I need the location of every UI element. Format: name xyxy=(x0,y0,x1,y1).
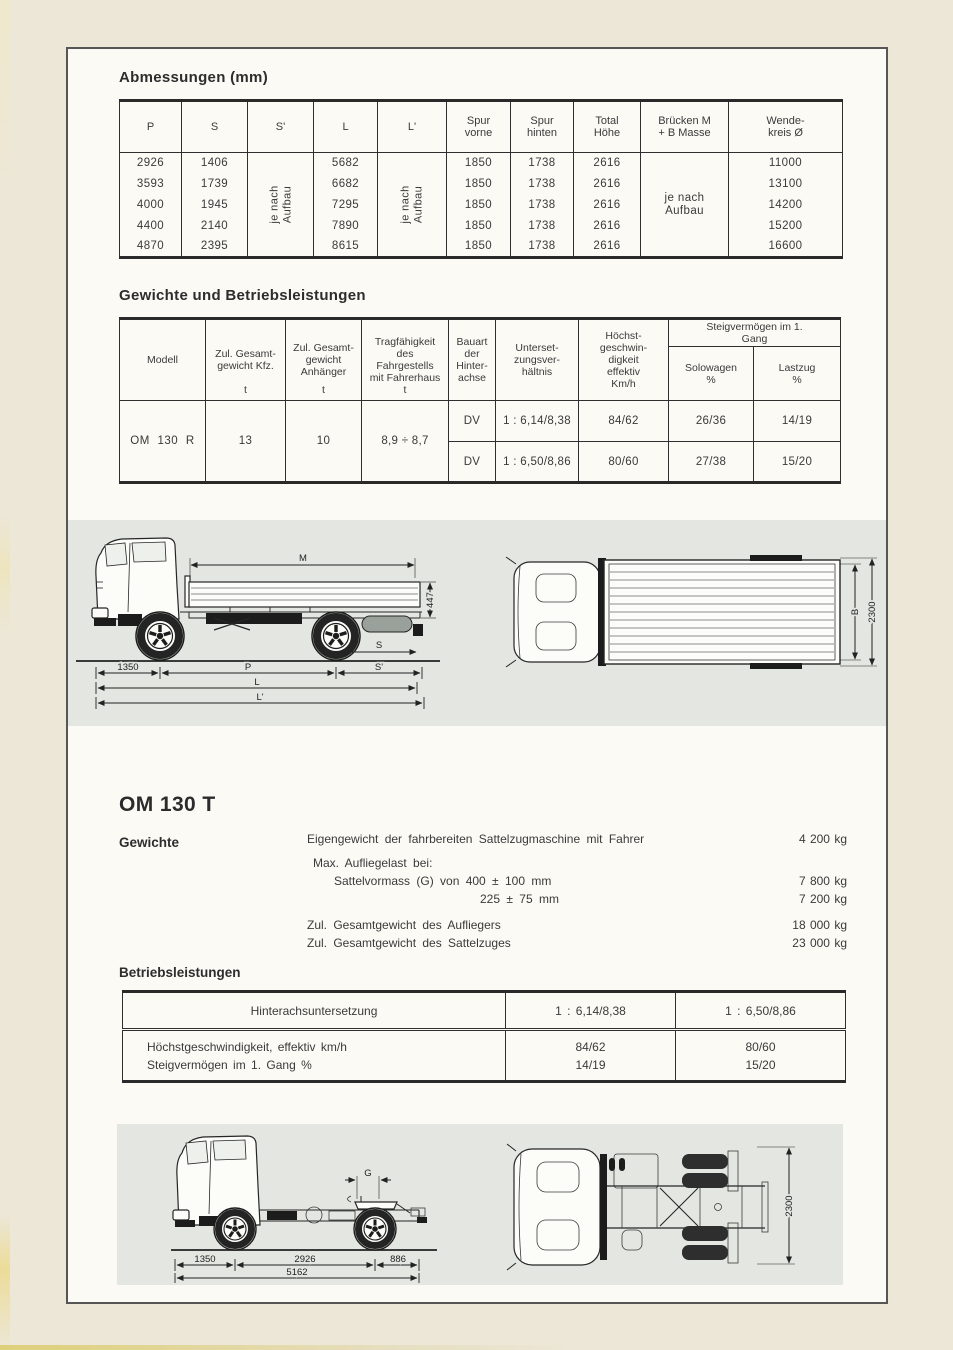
performance-header-row xyxy=(123,992,846,1030)
tractor-top-view xyxy=(507,1144,795,1270)
dim-label-5162: 5162 xyxy=(286,1267,308,1278)
weight-line xyxy=(307,892,847,907)
dim-label-447: 447 xyxy=(425,592,436,608)
dimensions-row xyxy=(120,174,843,195)
drawing-band-tractor xyxy=(117,1124,843,1285)
cell-gesamtgewicht-kfz: 13 xyxy=(206,401,286,483)
section-title-abmessungen: Abmessungen (mm) xyxy=(119,69,268,86)
cell-lastzug: 14/19 xyxy=(754,401,841,442)
page-frame xyxy=(66,47,888,1304)
cell-s-prime-note: je nach Aufbau xyxy=(248,153,314,258)
dimensions-row xyxy=(120,216,843,237)
dim-label-s-prime: S' xyxy=(374,662,384,673)
row-value: 14/19 xyxy=(506,1056,676,1082)
weight-label: Zul. Gesamtgewicht des Aufliegers xyxy=(307,918,501,932)
weight-value: 18 000 kg xyxy=(792,918,847,932)
cell-spur-vorne: 1850 xyxy=(447,153,511,174)
front-wheel xyxy=(136,612,184,660)
weight-label: Sattelvormass (G) von 400 ± 100 mm xyxy=(334,874,552,888)
flatbed-technical-drawing xyxy=(68,520,886,726)
unit-t: t xyxy=(403,384,407,396)
scan-edge-bottom-tint xyxy=(0,1345,572,1350)
cell-total-hoehe: 2616 xyxy=(574,195,641,216)
col-header-spur-vorne: Spur vorne xyxy=(447,101,511,153)
dim-label-2300: 2300 xyxy=(867,601,878,623)
cell-wendekreis: 15200 xyxy=(729,216,843,237)
rear-wheel xyxy=(354,1208,396,1250)
cell-s: 1945 xyxy=(182,195,248,216)
cell-l: 8615 xyxy=(314,237,378,258)
weight-value: 7 800 kg xyxy=(798,874,847,888)
cell-untersetzung: 1 : 6,14/8,38 xyxy=(496,401,579,442)
om130t-weights-block xyxy=(307,832,847,951)
cell-spur-hinten: 1738 xyxy=(511,237,574,258)
weight-line xyxy=(307,918,847,933)
cell-l: 6682 xyxy=(314,174,378,195)
cell-l: 7890 xyxy=(314,216,378,237)
unit-t: t xyxy=(322,384,325,396)
row-label: Steigvermögen im 1. Gang % xyxy=(123,1056,506,1082)
cell-spur-vorne: 1850 xyxy=(447,195,511,216)
dim-label-m: M xyxy=(299,553,307,564)
dimensions-row xyxy=(120,237,843,258)
dimensions-row xyxy=(120,195,843,216)
cell-bruecken-note: je nach Aufbau xyxy=(641,153,729,258)
cell-hoechstgeschwindigkeit: 80/60 xyxy=(579,442,669,483)
performance-row xyxy=(123,1030,846,1056)
section-title-gewichte-betriebsleistungen: Gewichte und Betriebsleistungen xyxy=(119,287,366,304)
weight-label: 225 ± 75 mm xyxy=(480,892,559,906)
row-value: 80/60 xyxy=(676,1030,846,1056)
dim-label-l-prime: L' xyxy=(256,692,264,703)
cell-p: 4870 xyxy=(120,237,182,258)
row-label: Höchstgeschwindigkeit, effektiv km/h xyxy=(123,1030,506,1056)
col-header-lastzug: Lastzug % xyxy=(754,347,841,401)
dimensions-row xyxy=(120,153,843,174)
flatbed-top-view xyxy=(506,555,878,669)
col-header-bruecken: Brücken M + B Masse xyxy=(641,101,729,153)
header-ratio-2: 1 : 6,50/8,86 xyxy=(676,992,846,1030)
col-header-s: S xyxy=(182,101,248,153)
cell-p: 3593 xyxy=(120,174,182,195)
cell-l: 5682 xyxy=(314,153,378,174)
col-header-wendekreis: Wende-kreis Ø xyxy=(729,101,843,153)
dim-label-886: 886 xyxy=(390,1254,406,1265)
cell-l-prime-note: je nach Aufbau xyxy=(378,153,447,258)
cell-bauart: DV xyxy=(449,401,496,442)
row-value: 84/62 xyxy=(506,1030,676,1056)
cell-s: 2140 xyxy=(182,216,248,237)
weight-line xyxy=(307,936,847,951)
col-header-spur-hinten: Spur hinten xyxy=(511,101,574,153)
cell-total-hoehe: 2616 xyxy=(574,174,641,195)
cell-bauart: DV xyxy=(449,442,496,483)
weights-data-row-variant-1 xyxy=(120,401,841,442)
col-header-hoechstgeschwindigkeit: Höchst-geschwin-digkeit effektiv Km/h xyxy=(579,319,669,401)
cell-p: 4400 xyxy=(120,216,182,237)
dimensions-header-row xyxy=(120,101,843,153)
col-header-total-hoehe: Total Höhe xyxy=(574,101,641,153)
cell-wendekreis: 11000 xyxy=(729,153,843,174)
dim-label-1350: 1350 xyxy=(117,662,139,673)
performance-table xyxy=(122,990,846,1083)
scan-edge-tint xyxy=(0,0,10,1350)
header-ratio-1: 1 : 6,14/8,38 xyxy=(506,992,676,1030)
cell-solowagen: 26/36 xyxy=(669,401,754,442)
dim-label-l: L xyxy=(254,677,260,688)
weight-value: 4 200 kg xyxy=(798,832,847,846)
tractor-technical-drawing xyxy=(117,1124,843,1285)
weight-value: 23 000 kg xyxy=(792,936,847,950)
row-value: 15/20 xyxy=(676,1056,846,1082)
dim-label-p: P xyxy=(244,662,252,673)
dim-label-s: S xyxy=(375,640,383,651)
dim-label-2926: 2926 xyxy=(294,1254,316,1265)
performance-row xyxy=(123,1056,846,1082)
cell-spur-vorne: 1850 xyxy=(447,216,511,237)
cell-spur-hinten: 1738 xyxy=(511,216,574,237)
cell-lastzug: 15/20 xyxy=(754,442,841,483)
weight-value: 7 200 kg xyxy=(798,892,847,906)
drawing-band-flatbed xyxy=(68,520,886,726)
cell-spur-hinten: 1738 xyxy=(511,153,574,174)
weight-line xyxy=(307,832,847,847)
unit-percent: % xyxy=(706,373,716,386)
cell-s: 1739 xyxy=(182,174,248,195)
cell-wendekreis: 14200 xyxy=(729,195,843,216)
col-header-tragfaehigkeit: Tragfähigkeit des Fahrgestells mit Fahrerhaus t xyxy=(362,319,449,401)
unit-percent: % xyxy=(792,373,802,386)
flatbed-side-view xyxy=(76,538,440,709)
col-header-solowagen: Solowagen % xyxy=(669,347,754,401)
cell-l: 7295 xyxy=(314,195,378,216)
front-wheel xyxy=(214,1208,256,1250)
col-header-l: L xyxy=(314,101,378,153)
dim-label-g: G xyxy=(364,1168,372,1179)
dim-label-1350: 1350 xyxy=(194,1254,216,1265)
betriebsleistungen-label: Betriebsleistungen xyxy=(119,965,241,980)
model-title-om130t: OM 130 T xyxy=(119,793,216,816)
cell-solowagen: 27/38 xyxy=(669,442,754,483)
cell-tragfaehigkeit: 8,9 ÷ 8,7 xyxy=(362,401,449,483)
tractor-side-view xyxy=(171,1136,437,1283)
weights-header-row-1 xyxy=(120,319,841,347)
weight-label: Max. Aufliegelast bei: xyxy=(313,856,433,870)
cell-hoechstgeschwindigkeit: 84/62 xyxy=(579,401,669,442)
header-hinterachsuntersetzung: Hinterachsuntersetzung xyxy=(123,992,506,1030)
cell-untersetzung: 1 : 6,50/8,86 xyxy=(496,442,579,483)
cell-spur-hinten: 1738 xyxy=(511,195,574,216)
cell-spur-vorne: 1850 xyxy=(447,174,511,195)
gewichte-label: Gewichte xyxy=(119,835,180,850)
weight-label: Eigengewicht der fahrbereiten Sattelzugmaschine mit Fahrer xyxy=(307,832,645,846)
col-header-bauart: Bauart der Hinter-achse xyxy=(449,319,496,401)
cell-spur-vorne: 1850 xyxy=(447,237,511,258)
col-header-gesamtgewicht-anhaenger: Zul. Gesamt-gewicht Anhänger t xyxy=(286,319,362,401)
cell-gesamtgewicht-anhaenger: 10 xyxy=(286,401,362,483)
col-header-l-prime: L' xyxy=(378,101,447,153)
col-header-p: P xyxy=(120,101,182,153)
col-header-modell: Modell xyxy=(120,319,206,401)
cell-total-hoehe: 2616 xyxy=(574,153,641,174)
col-header-untersetzung: Unterset-zungsver-hältnis xyxy=(496,319,579,401)
cell-s: 2395 xyxy=(182,237,248,258)
cell-p: 4000 xyxy=(120,195,182,216)
unit-t: t xyxy=(244,384,247,396)
col-header-gesamtgewicht-kfz: Zul. Gesamt-gewicht Kfz. t xyxy=(206,319,286,401)
cell-total-hoehe: 2616 xyxy=(574,237,641,258)
cell-model: OM 130 R xyxy=(120,401,206,483)
weight-label: Zul. Gesamtgewicht des Sattelzuges xyxy=(307,936,511,950)
col-header-steigvermoegen-group: Steigvermögen im 1. Gang xyxy=(669,319,841,347)
dim-label-2300: 2300 xyxy=(784,1195,795,1217)
weights-performance-table xyxy=(119,317,841,484)
cell-s: 1406 xyxy=(182,153,248,174)
weight-line xyxy=(307,874,847,889)
cell-spur-hinten: 1738 xyxy=(511,174,574,195)
cell-wendekreis: 16600 xyxy=(729,237,843,258)
dimensions-table xyxy=(119,99,843,259)
dim-label-b: B xyxy=(850,608,861,616)
cell-p: 2926 xyxy=(120,153,182,174)
cell-total-hoehe: 2616 xyxy=(574,216,641,237)
weight-line xyxy=(307,856,847,871)
cell-wendekreis: 13100 xyxy=(729,174,843,195)
rear-wheel xyxy=(312,612,360,660)
col-header-s-prime: S' xyxy=(248,101,314,153)
